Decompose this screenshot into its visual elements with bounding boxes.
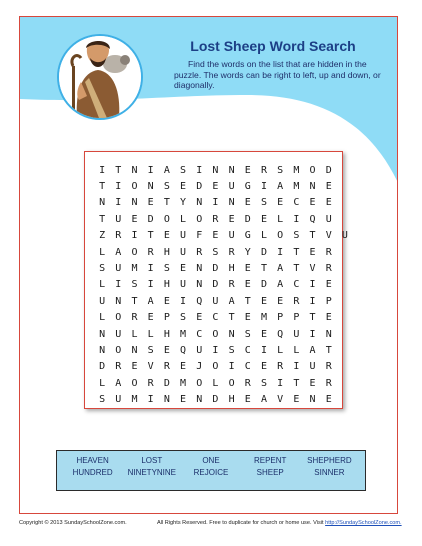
grid-letter: O (115, 344, 122, 356)
grid-letter: R (277, 361, 284, 373)
grid-letter: S (180, 164, 187, 176)
grid-letter: Q (277, 328, 284, 340)
grid-letter: N (147, 181, 154, 193)
grid-letter: S (228, 344, 235, 356)
grid-letter: R (293, 295, 300, 307)
grid-letter: E (325, 279, 332, 291)
grid-letter: T (228, 312, 235, 324)
grid-letter: E (180, 263, 187, 275)
grid-letter: E (131, 361, 138, 373)
grid-letter: L (99, 279, 106, 291)
grid-letter: J (196, 361, 203, 373)
grid-letter: E (325, 181, 332, 193)
grid-letter: R (115, 361, 122, 373)
grid-letter: I (131, 230, 138, 242)
grid-letter: E (260, 328, 267, 340)
grid-letter: I (147, 279, 154, 291)
grid-letter: E (180, 361, 187, 373)
word-list (63, 456, 359, 477)
grid-letter: N (325, 328, 332, 340)
grid-letter: Y (180, 197, 187, 209)
grid-letter: D (163, 377, 170, 389)
grid-letter: L (99, 246, 106, 258)
grid-letter: L (147, 328, 154, 340)
grid-letter: S (260, 197, 267, 209)
grid-letter: A (309, 344, 316, 356)
grid-letter: I (115, 279, 122, 291)
grid-letter (337, 244, 353, 260)
grid-letter: N (228, 197, 235, 209)
grid-letter: L (99, 377, 106, 389)
grid-letter: O (212, 361, 219, 373)
grid-letter: V (309, 263, 316, 275)
grid-letter: I (115, 197, 122, 209)
grid-letter: T (293, 246, 300, 258)
grid-letter: S (260, 377, 267, 389)
grid-letter: E (260, 213, 267, 225)
grid-letter: R (260, 164, 267, 176)
word-list-item: NINETYNINE (127, 468, 177, 477)
grid-letter: R (212, 213, 219, 225)
grid-letter: E (147, 312, 154, 324)
grid-letter: D (325, 164, 332, 176)
grid-letter: A (277, 279, 284, 291)
grid-letter: U (341, 230, 348, 242)
grid-letter: R (325, 361, 332, 373)
grid-letter: S (131, 279, 138, 291)
grid-letter: E (277, 197, 284, 209)
grid-letter: N (228, 328, 235, 340)
grid-letter: D (260, 246, 267, 258)
grid-letter: D (99, 361, 106, 373)
grid-letter: A (115, 377, 122, 389)
grid-letter: A (115, 246, 122, 258)
grid-letter: C (212, 312, 219, 324)
grid-letter: I (180, 295, 187, 307)
grid-letter: D (260, 279, 267, 291)
grid-letter: S (212, 246, 219, 258)
grid-letter: A (260, 394, 267, 406)
grid-letter: S (99, 263, 106, 275)
shepherd-icon (59, 36, 141, 118)
grid-letter: U (293, 328, 300, 340)
grid-letter: E (309, 197, 316, 209)
word-list-item: HEAVEN (76, 456, 109, 465)
grid-letter: I (147, 394, 154, 406)
grid-letter: R (131, 312, 138, 324)
grid-letter: U (115, 213, 122, 225)
letter-grid (94, 162, 353, 408)
grid-letter: Q (309, 213, 316, 225)
grid-letter: I (99, 164, 106, 176)
grid-letter: E (196, 312, 203, 324)
grid-letter: U (212, 295, 219, 307)
grid-letter: E (163, 344, 170, 356)
grid-letter: R (244, 377, 251, 389)
grid-letter (337, 342, 353, 358)
grid-letter: H (163, 279, 170, 291)
grid-letter: S (277, 164, 284, 176)
grid-letter: R (228, 279, 235, 291)
grid-letter: V (147, 361, 154, 373)
grid-letter: I (309, 328, 316, 340)
grid-letter: N (115, 295, 122, 307)
grid-letter: M (293, 181, 300, 193)
grid-letter: E (260, 295, 267, 307)
grid-letter (337, 162, 353, 178)
grid-letter: T (147, 230, 154, 242)
grid-letter: I (309, 295, 316, 307)
grid-letter (337, 178, 353, 194)
grid-letter: E (244, 312, 251, 324)
grid-letter: C (244, 361, 251, 373)
grid-letter: H (228, 263, 235, 275)
grid-letter: D (212, 279, 219, 291)
grid-letter: T (131, 295, 138, 307)
grid-letter: N (196, 263, 203, 275)
grid-letter: N (196, 394, 203, 406)
grid-letter: O (228, 377, 235, 389)
grid-letter (337, 293, 353, 309)
grid-letter: R (325, 263, 332, 275)
grid-letter: E (325, 312, 332, 324)
grid-letter: A (228, 295, 235, 307)
grid-letter: A (277, 181, 284, 193)
grid-letter: M (131, 394, 138, 406)
grid-letter: N (309, 181, 316, 193)
grid-letter: E (325, 197, 332, 209)
grid-letter: M (180, 377, 187, 389)
grid-letter: S (147, 344, 154, 356)
grid-letter: O (212, 328, 219, 340)
grid-letter: O (131, 246, 138, 258)
grid-letter: T (99, 181, 106, 193)
grid-letter: U (325, 213, 332, 225)
word-list-item: LOST (141, 456, 163, 465)
grid-letter: R (325, 377, 332, 389)
grid-letter: E (163, 230, 170, 242)
grid-letter: I (212, 344, 219, 356)
grid-letter: T (99, 213, 106, 225)
grid-letter: T (325, 344, 332, 356)
grid-letter: N (163, 394, 170, 406)
grid-letter: Z (99, 230, 106, 242)
grid-letter: L (99, 312, 106, 324)
grid-letter: C (244, 344, 251, 356)
grid-letter: E (131, 213, 138, 225)
grid-letter: G (244, 181, 251, 193)
grid-letter: E (228, 213, 235, 225)
grid-letter: N (99, 328, 106, 340)
grid-letter: P (163, 312, 170, 324)
grid-letter: C (293, 279, 300, 291)
grid-letter: E (244, 197, 251, 209)
grid-letter: M (260, 312, 267, 324)
grid-letter: U (228, 230, 235, 242)
grid-letter: U (196, 344, 203, 356)
grid-letter: D (244, 213, 251, 225)
grid-letter: T (309, 312, 316, 324)
grid-letter: H (228, 394, 235, 406)
grid-letter: L (277, 213, 284, 225)
grid-letter (337, 277, 353, 293)
grid-letter: D (147, 213, 154, 225)
grid-letter: O (196, 213, 203, 225)
grid-letter: S (244, 328, 251, 340)
grid-letter: E (260, 361, 267, 373)
grid-letter: F (196, 230, 203, 242)
grid-letter: S (163, 263, 170, 275)
grid-letter: P (277, 312, 284, 324)
word-list-item: REJOICE (193, 468, 229, 477)
grid-letter: L (277, 344, 284, 356)
grid-letter: V (325, 230, 332, 242)
grid-letter: N (131, 164, 138, 176)
grid-letter: E (212, 181, 219, 193)
grid-letter: S (180, 312, 187, 324)
grid-letter: T (309, 230, 316, 242)
grid-letter: O (163, 213, 170, 225)
grid-letter: L (131, 328, 138, 340)
grid-letter: S (293, 230, 300, 242)
grid-letter: T (115, 164, 122, 176)
grid-letter: E (244, 164, 251, 176)
grid-letter: T (260, 263, 267, 275)
grid-letter: T (293, 377, 300, 389)
grid-letter: I (228, 361, 235, 373)
grid-letter: Y (244, 246, 251, 258)
grid-letter: O (131, 181, 138, 193)
grid-letter: C (196, 328, 203, 340)
grid-letter: O (131, 377, 138, 389)
grid-letter: I (293, 213, 300, 225)
grid-letter: N (309, 394, 316, 406)
grid-letter: R (147, 246, 154, 258)
grid-letter: N (196, 279, 203, 291)
grid-letter (337, 391, 353, 407)
footer-rights-text: All Rights Reserved. Free to duplicate for church or home use. Visit (157, 520, 326, 526)
grid-letter: R (325, 246, 332, 258)
grid-letter: V (277, 394, 284, 406)
grid-letter: N (196, 197, 203, 209)
grid-letter: T (293, 263, 300, 275)
grid-letter: I (277, 246, 284, 258)
grid-letter: I (309, 279, 316, 291)
grid-letter: I (147, 164, 154, 176)
grid-letter: T (163, 197, 170, 209)
page-title: Lost Sheep Word Search (190, 38, 356, 54)
grid-letter: E (325, 394, 332, 406)
grid-letter: U (115, 328, 122, 340)
footer-copyright: Copyright © 2013 SundaySchoolZone.com. (19, 520, 127, 526)
grid-letter: D (196, 181, 203, 193)
grid-letter: I (260, 344, 267, 356)
grid-letter: T (244, 295, 251, 307)
grid-letter: L (293, 344, 300, 356)
grid-letter: D (212, 394, 219, 406)
grid-letter: U (309, 361, 316, 373)
grid-letter: E (147, 197, 154, 209)
grid-letter: U (115, 394, 122, 406)
grid-letter (337, 310, 353, 326)
grid-letter: P (293, 312, 300, 324)
puzzle-grid-box (84, 151, 348, 409)
grid-letter: E (309, 246, 316, 258)
word-list-item: SHEEP (256, 468, 284, 477)
grid-letter: I (212, 197, 219, 209)
footer-rights (157, 520, 402, 526)
grid-letter: R (147, 377, 154, 389)
grid-letter: R (228, 246, 235, 258)
grid-letter: S (163, 181, 170, 193)
grid-letter: N (99, 197, 106, 209)
grid-letter: Q (180, 344, 187, 356)
footer-link[interactable]: http://SundaySchoolZone.com. (325, 520, 402, 526)
grid-letter: U (180, 246, 187, 258)
word-list-item: ONE (202, 456, 220, 465)
grid-letter: O (277, 230, 284, 242)
grid-letter: C (293, 197, 300, 209)
grid-letter: L (180, 213, 187, 225)
grid-letter: N (131, 197, 138, 209)
grid-letter: N (212, 164, 219, 176)
grid-letter: R (115, 230, 122, 242)
grid-letter: N (99, 344, 106, 356)
grid-letter: H (163, 328, 170, 340)
instructions-text: Find the words on the list that are hidden in the puzzle. The words can be right to left, up and down, or diagonally. (174, 59, 381, 90)
word-list-item: HUNDRED (72, 468, 113, 477)
grid-letter: E (293, 394, 300, 406)
grid-letter: E (244, 279, 251, 291)
grid-letter (337, 359, 353, 375)
grid-letter: U (180, 279, 187, 291)
grid-letter: A (277, 263, 284, 275)
grid-letter: M (293, 164, 300, 176)
grid-letter (337, 326, 353, 342)
grid-letter: O (115, 312, 122, 324)
grid-letter: N (131, 344, 138, 356)
grid-letter: E (309, 377, 316, 389)
grid-letter (337, 195, 353, 211)
grid-letter: I (277, 377, 284, 389)
grid-letter: M (131, 263, 138, 275)
word-list-item: REPENT (253, 456, 287, 465)
grid-letter: M (180, 328, 187, 340)
grid-letter: A (147, 295, 154, 307)
grid-letter: E (180, 181, 187, 193)
grid-letter: O (309, 164, 316, 176)
grid-letter: Q (196, 295, 203, 307)
grid-letter: U (228, 181, 235, 193)
grid-letter: U (99, 295, 106, 307)
grid-letter: E (212, 230, 219, 242)
grid-letter: I (293, 361, 300, 373)
grid-letter: U (115, 263, 122, 275)
grid-letter: E (244, 394, 251, 406)
grid-letter: E (180, 394, 187, 406)
grid-letter: L (260, 230, 267, 242)
grid-letter (337, 260, 353, 276)
word-list-item: SINNER (314, 468, 345, 477)
grid-letter: I (115, 181, 122, 193)
word-list-item: SHEPHERD (307, 456, 352, 465)
word-list-box (56, 450, 366, 491)
grid-letter: D (212, 263, 219, 275)
grid-letter: A (163, 164, 170, 176)
grid-letter: I (260, 181, 267, 193)
worksheet-frame (19, 16, 398, 514)
grid-letter: U (180, 230, 187, 242)
grid-letter: P (325, 295, 332, 307)
grid-letter: G (244, 230, 251, 242)
grid-letter (337, 375, 353, 391)
grid-letter: R (196, 246, 203, 258)
grid-letter: I (147, 263, 154, 275)
grid-letter: H (163, 246, 170, 258)
grid-letter: N (228, 164, 235, 176)
shepherd-illustration (57, 34, 143, 120)
grid-letter: R (163, 361, 170, 373)
grid-letter: E (163, 295, 170, 307)
grid-letter: E (244, 263, 251, 275)
grid-letter: L (212, 377, 219, 389)
grid-letter (337, 211, 353, 227)
grid-letter: S (99, 394, 106, 406)
grid-letter: O (196, 377, 203, 389)
grid-letter: I (196, 164, 203, 176)
grid-letter: E (277, 295, 284, 307)
